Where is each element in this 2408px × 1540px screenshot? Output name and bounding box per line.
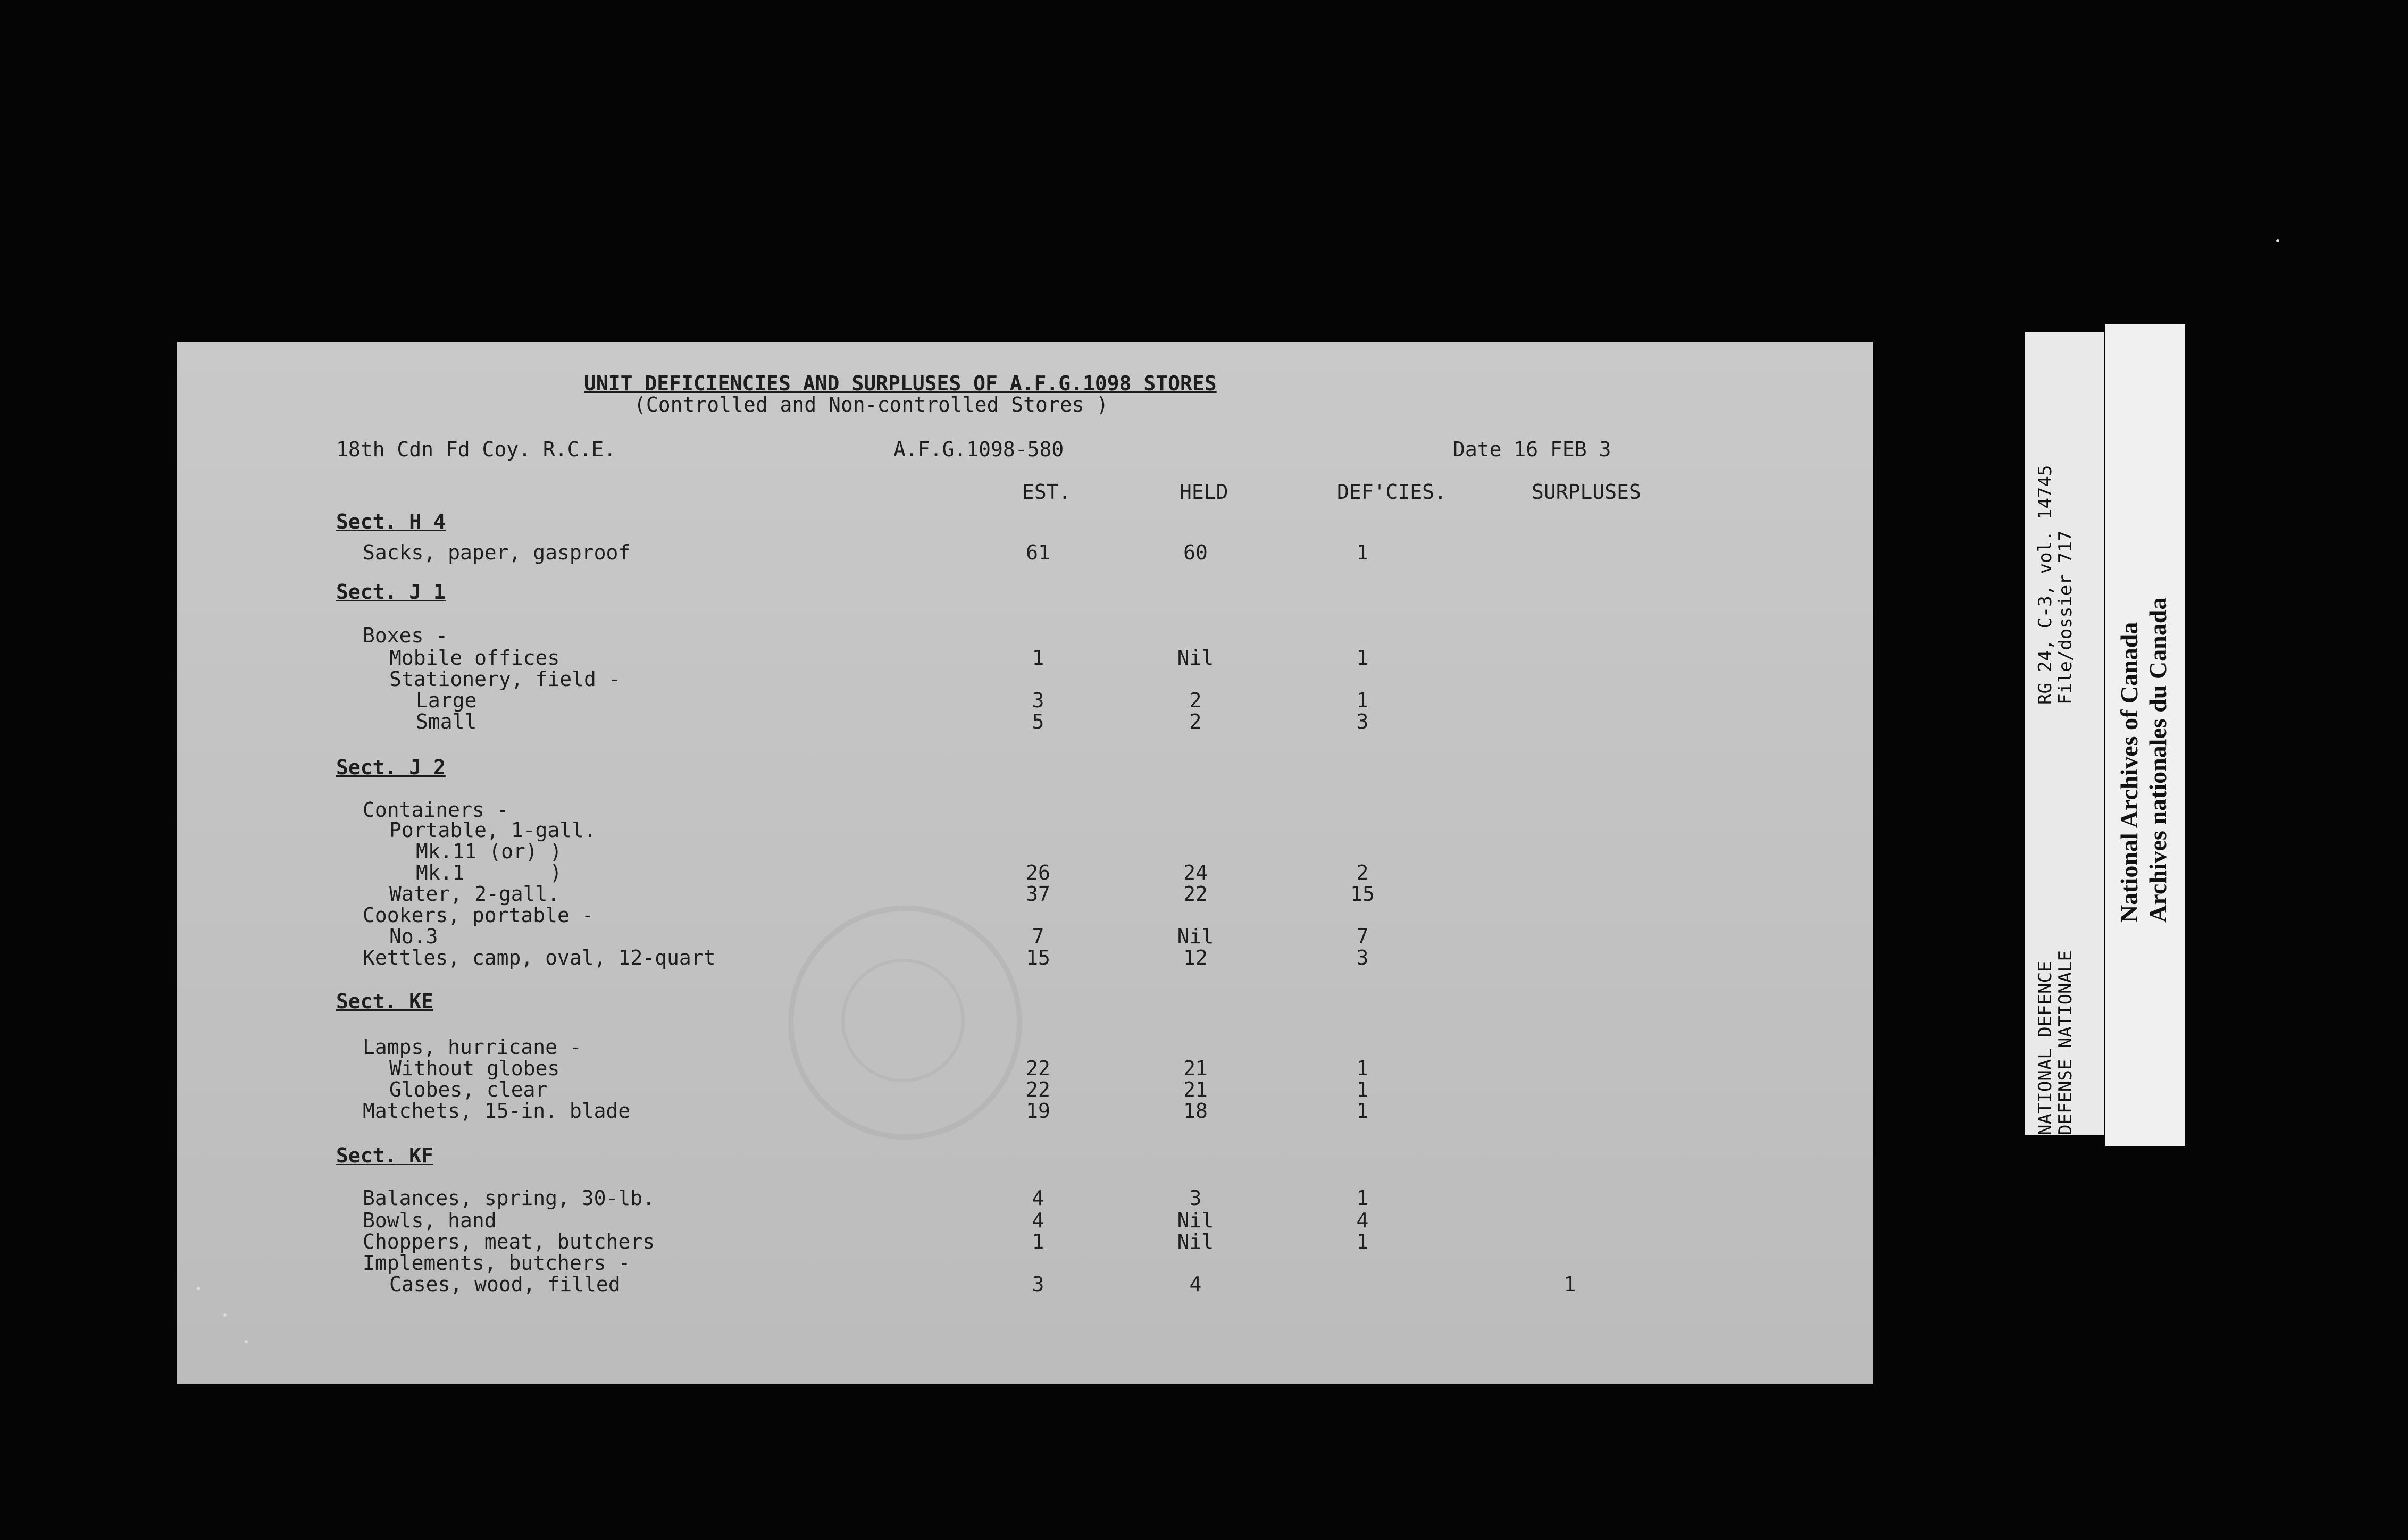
archive-reference-card	[2025, 332, 2104, 1135]
dust-speck	[2276, 239, 2279, 242]
item-label: Choppers, meat, butchers	[363, 1230, 655, 1253]
archives-name-english: National Archives of Canada	[2116, 622, 2143, 923]
cell-held: 2	[1189, 689, 1202, 712]
cell-def: 1	[1356, 1078, 1369, 1101]
archives-canada-card	[2105, 324, 2185, 1146]
section-heading: Sect. J 2	[336, 756, 446, 779]
item-label: Mk.11 (or) )	[416, 840, 562, 863]
item-label: Without globes	[389, 1057, 560, 1080]
cell-held: 3	[1189, 1186, 1202, 1210]
document-date: Date 16 FEB 3	[1453, 438, 1611, 461]
dust-speck	[197, 1287, 200, 1290]
cell-def: 7	[1356, 925, 1369, 948]
item-label: Kettles, camp, oval, 12-quart	[363, 946, 716, 969]
item-label: No.3	[389, 925, 438, 948]
column-header-surpluses: SURPLUSES	[1532, 480, 1641, 504]
cell-held: 60	[1183, 541, 1208, 564]
cell-held: 24	[1183, 861, 1208, 884]
department-line2: DEFENSE NATIONALE	[2055, 950, 2076, 1135]
cell-est: 61	[1026, 541, 1050, 564]
cell-def: 1	[1356, 541, 1369, 564]
section-heading: Sect. H 4	[336, 510, 446, 533]
cell-def: 1	[1356, 1099, 1369, 1123]
cell-held: Nil	[1177, 1209, 1214, 1232]
cell-est: 5	[1032, 710, 1044, 733]
cell-est: 19	[1026, 1099, 1050, 1123]
item-label: Mobile offices	[389, 646, 560, 669]
cell-def: 3	[1356, 710, 1369, 733]
item-label: Small	[416, 710, 477, 733]
item-label: Cases, wood, filled	[389, 1273, 621, 1296]
department-line1: NATIONAL DEFENCE	[2035, 961, 2056, 1135]
section-heading: Sect. J 1	[336, 580, 446, 604]
cell-est: 7	[1032, 925, 1044, 948]
section-heading: Sect. KF	[336, 1144, 434, 1167]
faded-stamp-inner	[841, 959, 965, 1082]
item-label: Mk.1 )	[416, 861, 562, 884]
cell-def: 1	[1356, 1057, 1369, 1080]
cell-def: 2	[1356, 861, 1369, 884]
cell-held: Nil	[1177, 1230, 1214, 1253]
column-header-deficiencies: DEF'CIES.	[1337, 480, 1447, 504]
item-label: Water, 2-gall.	[389, 882, 560, 906]
cell-def: 4	[1356, 1209, 1369, 1232]
cell-held: 12	[1183, 946, 1208, 969]
cell-est: 26	[1026, 861, 1050, 884]
cell-est: 15	[1026, 946, 1050, 969]
cell-held: 22	[1183, 882, 1208, 906]
cell-def: 1	[1356, 689, 1369, 712]
item-label: Bowls, hand	[363, 1209, 497, 1232]
cell-est: 4	[1032, 1209, 1044, 1232]
cell-def: 15	[1350, 882, 1375, 906]
cell-def: 1	[1356, 1186, 1369, 1210]
archives-name-french: Archives nationales du Canada	[2144, 597, 2171, 923]
item-label: Cookers, portable -	[363, 903, 594, 927]
item-label: Containers -	[363, 798, 509, 822]
cell-def: 3	[1356, 946, 1369, 969]
document-subtitle: (Controlled and Non-controlled Stores )	[634, 393, 1109, 416]
cell-held: 21	[1183, 1078, 1208, 1101]
cell-held: 21	[1183, 1057, 1208, 1080]
cell-held: Nil	[1177, 925, 1214, 948]
cell-est: 37	[1026, 882, 1050, 906]
cell-est: 22	[1026, 1078, 1050, 1101]
item-label: Lamps, hurricane -	[363, 1035, 582, 1059]
cell-held: 4	[1189, 1273, 1202, 1296]
cell-est: 3	[1032, 1273, 1044, 1296]
form-number: A.F.G.1098-580	[893, 438, 1064, 461]
dust-speck	[223, 1313, 227, 1317]
cell-est: 22	[1026, 1057, 1050, 1080]
unit-name: 18th Cdn Fd Coy. R.C.E.	[336, 438, 616, 461]
cell-est: 3	[1032, 689, 1044, 712]
cell-sur: 1	[1563, 1273, 1576, 1296]
cell-est: 1	[1032, 1230, 1044, 1253]
item-label: Stationery, field -	[389, 667, 621, 691]
item-label: Balances, spring, 30-lb.	[363, 1186, 655, 1210]
item-label: Implements, butchers -	[363, 1251, 631, 1275]
document-sheet	[177, 342, 1873, 1384]
cell-held: 18	[1183, 1099, 1208, 1123]
archive-reference-line2: File/dossier 717	[2055, 530, 2076, 705]
item-label: Matchets, 15-in. blade	[363, 1099, 631, 1123]
item-label: Large	[416, 689, 477, 712]
document-title: UNIT DEFICIENCIES AND SURPLUSES OF A.F.G.1098 STORES	[584, 372, 1217, 395]
dust-speck	[245, 1340, 248, 1343]
cell-held: Nil	[1177, 646, 1214, 669]
item-label: Portable, 1-gall.	[389, 818, 596, 842]
section-heading: Sect. KE	[336, 990, 434, 1013]
cell-def: 1	[1356, 1230, 1369, 1253]
item-label: Boxes -	[363, 624, 448, 647]
column-header-held: HELD	[1180, 480, 1228, 504]
cell-est: 4	[1032, 1186, 1044, 1210]
item-label: Globes, clear	[389, 1078, 548, 1101]
cell-def: 1	[1356, 646, 1369, 669]
cell-held: 2	[1189, 710, 1202, 733]
item-label: Sacks, paper, gasproof	[363, 541, 631, 564]
archive-reference-line1: RG 24, C-3, vol. 14745	[2035, 465, 2056, 705]
column-header-est: EST.	[1022, 480, 1071, 504]
cell-est: 1	[1032, 646, 1044, 669]
